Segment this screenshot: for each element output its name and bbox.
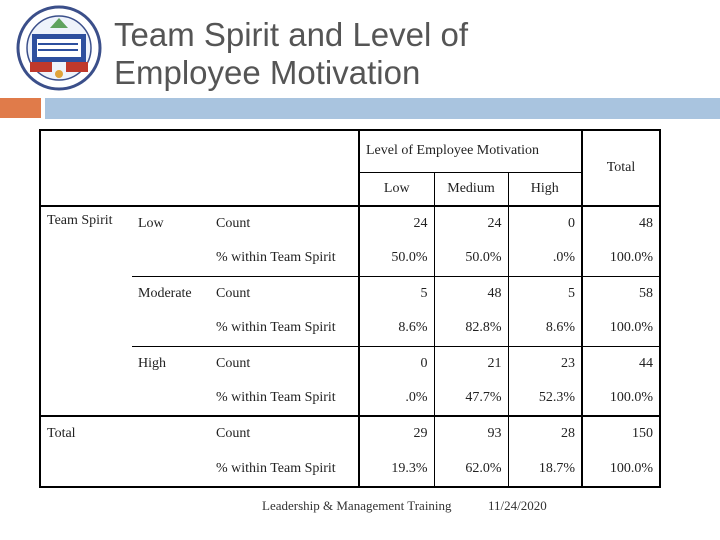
stat-label: Count: [210, 346, 359, 381]
stat-label: Count: [210, 276, 359, 311]
cell-total: 150: [582, 416, 659, 451]
cell: 8.6%: [545, 320, 575, 336]
col-header-high: High: [530, 180, 559, 196]
cell: 23: [508, 346, 582, 381]
cell-total: 100.0%: [582, 381, 659, 416]
footer-date: 11/24/2020: [488, 498, 547, 513]
cell: 29: [359, 416, 434, 451]
stat-label: % within Team Spirit: [210, 451, 359, 486]
cell-total: 100.0%: [582, 451, 659, 486]
title-line-2: Employee Motivation: [114, 54, 421, 91]
slide-title: [114, 16, 714, 92]
cell-total: 100.0%: [582, 311, 659, 346]
cell: 19.3%: [359, 451, 434, 486]
crosstab-table: [39, 129, 661, 488]
cell: 82.8%: [434, 311, 508, 346]
cell: 62.0%: [434, 451, 508, 486]
col-header-medium: Medium: [434, 172, 508, 206]
stat-label: % within Team Spirit: [210, 311, 359, 346]
cell-total: 100.0%: [582, 241, 659, 276]
group-label-low: Low: [132, 206, 210, 241]
group-label-high: High: [132, 346, 210, 381]
cell-total: 58: [582, 276, 659, 311]
cell: 0: [508, 206, 582, 241]
cell: 52.3%: [538, 390, 575, 405]
total-row-label: Total: [41, 416, 210, 451]
cell: 50.0%: [434, 241, 508, 276]
accent-bar-blue: [45, 98, 720, 118]
footer-text: Leadership & Management Training: [262, 498, 452, 513]
group-spacer: [132, 311, 210, 346]
cell: 28: [508, 416, 582, 451]
accent-line: [45, 118, 720, 119]
header-blank: [41, 131, 359, 206]
stat-label: Count: [210, 206, 359, 241]
group-label-moderate: Moderate: [132, 276, 210, 311]
group-spacer: [132, 381, 210, 416]
cell: 24: [434, 206, 508, 241]
cell: 5: [359, 276, 434, 311]
row-var-label: Team Spirit: [41, 206, 132, 416]
cell: 93: [434, 416, 508, 451]
group-header: Level of Employee Motivation: [359, 131, 582, 172]
cell: 5: [508, 276, 582, 311]
institute-logo: [8, 4, 110, 92]
total-header: Total: [582, 131, 659, 206]
cell: 50.0%: [359, 241, 434, 276]
cell: 48: [434, 276, 508, 311]
cell: .0%: [552, 250, 575, 266]
cell: 21: [434, 346, 508, 381]
col-header-low: Low: [359, 172, 434, 206]
stat-label: % within Team Spirit: [210, 241, 359, 276]
accent-bar-orange: [0, 98, 41, 118]
stat-label: % within Team Spirit: [210, 381, 359, 416]
cell: .0%: [359, 381, 434, 416]
cell: 47.7%: [434, 381, 508, 416]
group-spacer: [132, 241, 210, 276]
cell-total: 48: [582, 206, 659, 241]
title-line-1: Team Spirit and Level of: [114, 16, 469, 53]
cell-total: 44: [582, 346, 659, 381]
total-spacer: [41, 451, 210, 486]
cell: 18.7%: [538, 460, 575, 476]
cell: 8.6%: [359, 311, 434, 346]
cell: 24: [359, 206, 434, 241]
stat-label: Count: [210, 416, 359, 451]
cell: 0: [359, 346, 434, 381]
